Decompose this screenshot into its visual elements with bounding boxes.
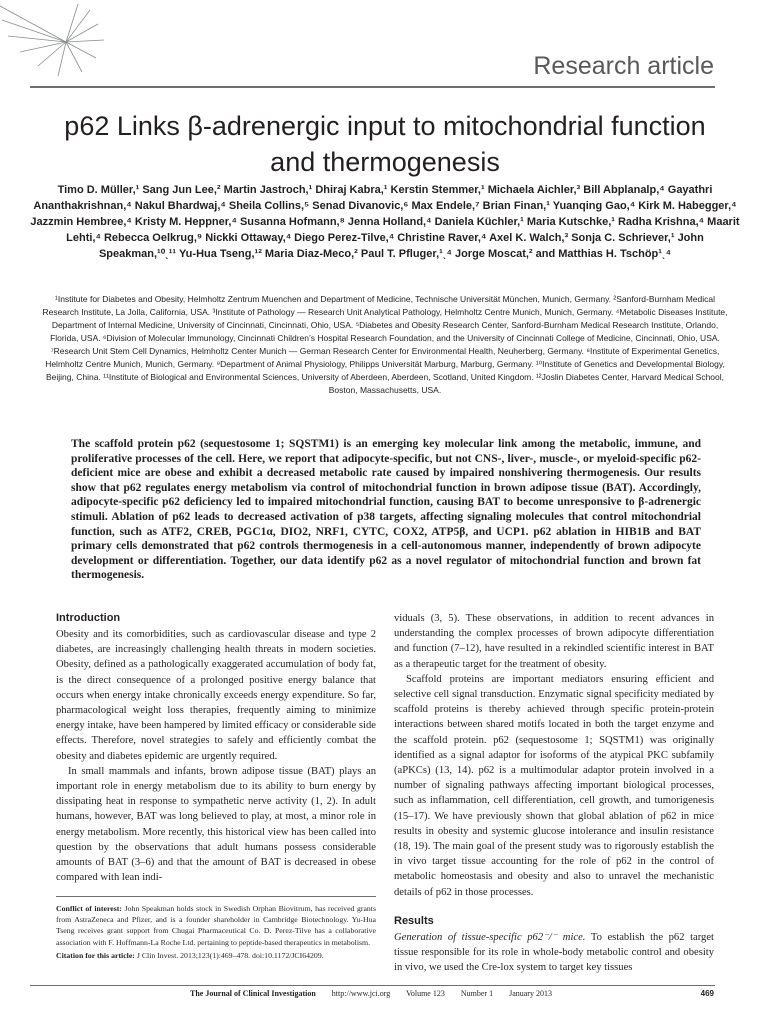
citation: [56, 950, 376, 961]
citation-label: Citation for this article:: [56, 950, 135, 960]
body-paragraph: Obesity and its comorbidities, such as cardiovascular disease and type 2 diabetes, are increasingly challenging health threats in modern societies. Obesity, defined as a pathologically exaggerated accumulation of body fat, is the direct consequence of a prolonged positive energy balance that occurs when energy intake chronically exceeds energy expenditure. So far, pharmacological weight loss therapies, frequently aiming to minimize energy intake, have been hampered by limited efficacy or considerable side effects. Therefore, novel strategies to safely and efficiently combat the obesity and diabetes epidemic are urgently required.: [56, 629, 376, 762]
footer-journal: The Journal of Clinical Investigation: [190, 989, 316, 998]
body-paragraph: [394, 930, 714, 976]
footer-date: January 2013: [509, 989, 552, 998]
results-text: To establish the p62 target tissue responsible for its role in whole-body metabolic control and obesity in vivo, we used the Cre-lox system to target key tissues: [394, 931, 714, 974]
footer-number: Number 1: [460, 989, 494, 998]
article-title: p62 Links β-adrenergic input to mitochondrial function and thermogenesis: [64, 111, 706, 177]
subsection-lead: Generation of tissue-specific p62⁻/⁻ mice.: [394, 931, 586, 943]
body-paragraph: Scaffold proteins are important mediators ensuring efficient and selective cell signal transduction. Enzymatic signal specificity mediated by scaffold proteins is thereby achieved through specific protein-protein interactions between shared motifs located in both the target enzyme and the scaffold protein. p62 (sequestosome 1; SQSTM1) was originally identified as a signal adaptor for isoforms of the atypical PKC subfamily (aPKCs) (13, 14). p62 is a multimodular adaptor protein involved in a number of signaling pathways affecting important biological processes, such as inflammation, cell differentiation, cell growth, and tumorigenesis (15–17). We have previously shown that global ablation of p62 in mice results in obesity and systemic glucose intolerance and insulin resistance (18, 19). The main goal of the present study was to rigorously establish the in vivo target tissue accounting for the role of p62 in the control of metabolic homeostasis and obesity and also to unravel the mechanistic details of p62 in those processes.: [394, 673, 714, 898]
page-footer: [190, 989, 566, 998]
left-column: [56, 611, 376, 885]
section-heading-introduction: Introduction: [56, 612, 121, 624]
abstract: The scaffold protein p62 (sequestosome 1; SQSTM1) is an emerging key molecular link among the metabolic, immune, and proliferative processes of the cell. Here, we report that adipocyte-specific, but not CNS-, liver-, muscle-, or myeloid-specific p62-deficient mice are obese and exhibit a decreased metabolic rate caused by impaired nonshivering thermogenesis. Our results show that p62 regulates energy metabolism via control of mitochondrial function in brown adipose tissue (BAT). Accordingly, adipocyte-specific p62 deficiency led to impaired mitochondrial function, causing BAT to become unresponsive to β-adrenergic stimuli. Ablation of p62 leads to decreased activation of p38 targets, affecting signaling molecules that control mitochondrial function, such as ATF2, CREB, PGC1α, DIO2, NRF1, CYTC, COX2, ATP5β, and UCP1. p62 ablation in HIB1B and BAT primary cells demonstrated that p62 controls thermogenesis in a cell-autonomous manner, independently of brown adipocyte development or differentiation. Together, our data identify p62 as a novel regulator of mitochondrial function and brown fat thermogenesis.: [71, 438, 701, 582]
footer-volume: Volume 123: [406, 989, 445, 998]
page-number: 469: [700, 989, 714, 998]
footer-url[interactable]: http://www.jci.org: [331, 989, 391, 998]
body-paragraph: In small mammals and infants, brown adipose tissue (BAT) plays an important role in energy metabolism due to its ability to burn energy by dissipating heat in response to sympathetic nerve activity (1, 2). In adult humans, however, BAT was long believed to play, at most, a minor role in energy metabolism. More recently, this historical view has been called into question by the observations that adult humans possess considerable amounts of BAT (3–6) and that the amount of BAT is decreased in obese compared with lean indi-: [56, 765, 376, 884]
coi-label: Conflict of interest:: [56, 904, 122, 913]
citation-text: J Clin Invest. 2013;123(1):469–478. doi:10.1172/JCI64209.: [134, 950, 324, 960]
section-heading-results: Results: [394, 914, 434, 927]
body-paragraph: viduals (3, 5). These observations, in addition to recent advances in understanding the complex processes of brown adipocyte differentiation and function (7–12), have resulted in a rekindled scientific interest in BAT as a therapeutic target for the treatment of obesity.: [394, 613, 714, 670]
conflict-of-interest: [56, 903, 376, 948]
affiliations: ¹Institute for Diabetes and Obesity, Helmholtz Zentrum Muenchen and Department of Medicine, Technische Universität München, Munich, Germany. ²Sanford-Burnham Medical Research Institute, La Jolla, California, USA. ³Institute of Pathology — Research Unit Analytical Pathology, Helmholtz Centre Munich, Munich, Germany. ⁴Metabolic Diseases Institute, Department of Internal Medicine, University of Cincinnati, Cincinnati, Ohio, USA. ⁵Diabetes and Obesity Research Center, Sanford-Burnham Medical Research Institute, Orlando, Florida, USA. ⁶Division of Molecular Immunology, Cincinnati Children’s Hospital Research Foundation, and the University of Cincinnati College of Medicine, Cincinnati, Ohio, USA. ⁷Research Unit Stem Cell Dynamics, Helmholtz Center Munich — German Research Center for Environmental Health, Neuherberg, Germany. ⁸Institute of Experimental Genetics, Helmholtz Centre Munich, Munich, Germany. ⁹Department of Animal Physiology, Philipps Universität Marburg, Marburg, Germany. ¹⁰Institute of Genetics and Developmental Biology, Beijing, China. ¹¹Institute of Biological and Environmental Sciences, University of Aberdeen, Aberdeen, Scotland, United Kingdom. ¹²Joslin Diabetes Center, Harvard Medical School, Boston, Massachusetts, USA.: [42, 294, 728, 395]
journal-logo-graphic: [0, 0, 110, 80]
author-list: Timo D. Müller,¹ Sang Jun Lee,² Martin Jastroch,¹ Dhiraj Kabra,¹ Kerstin Stemmer,¹ Michaela Aichler,³ Bill Abplanalp,⁴ Gayathri Ananthakrishnan,⁴ Nakul Bhardwaj,⁴ Sheila Collins,⁵ Senad Divanovic,⁶ Max Endele,⁷ Brian Finan,¹ Yuanqing Gao,⁴ Kirk M. Habegger,⁴ Jazzmin Hembree,⁴ Kristy M. Heppner,⁴ Susanna Hofmann,⁸ Jenna Holland,⁴ Daniela Küchler,¹ Maria Kutschke,¹ Radha Krishna,⁴ Maarit Lehti,⁴ Rebecca Oelkrug,⁹ Nickki Ottaway,⁴ Diego Perez-Tilve,⁴ Christine Raver,⁴ Axel K. Walch,³ Sonja C. Schriever,¹ John Speakman,¹⁰ˎ¹¹ Yu-Hua Tseng,¹² Maria Diaz-Meco,² Paul T. Pfluger,¹ˎ⁴ Jorge Moscat,² and Matthias H. Tschöp¹ˎ⁴: [30, 184, 740, 260]
section-label: Research article: [533, 52, 714, 80]
footer-rule: [30, 985, 715, 986]
header-rule: [30, 86, 715, 88]
coi-text: John Speakman holds stock in Swedish Orphan Biovitrum, has received grants from AstraZeneca and Pfizer, and is a founder shareholder in Cambridge Biotechnology. Yu-Hua Tseng receives grant support from Chugai Pharmaceutical Co. D. Perez-Tilve has a collaborative association with F. Hoffmann-La Roche Ltd. pertaining to peptide-based therapeutics in metabolism.: [56, 904, 377, 947]
right-column: [394, 611, 714, 975]
footnotes: [56, 896, 376, 963]
